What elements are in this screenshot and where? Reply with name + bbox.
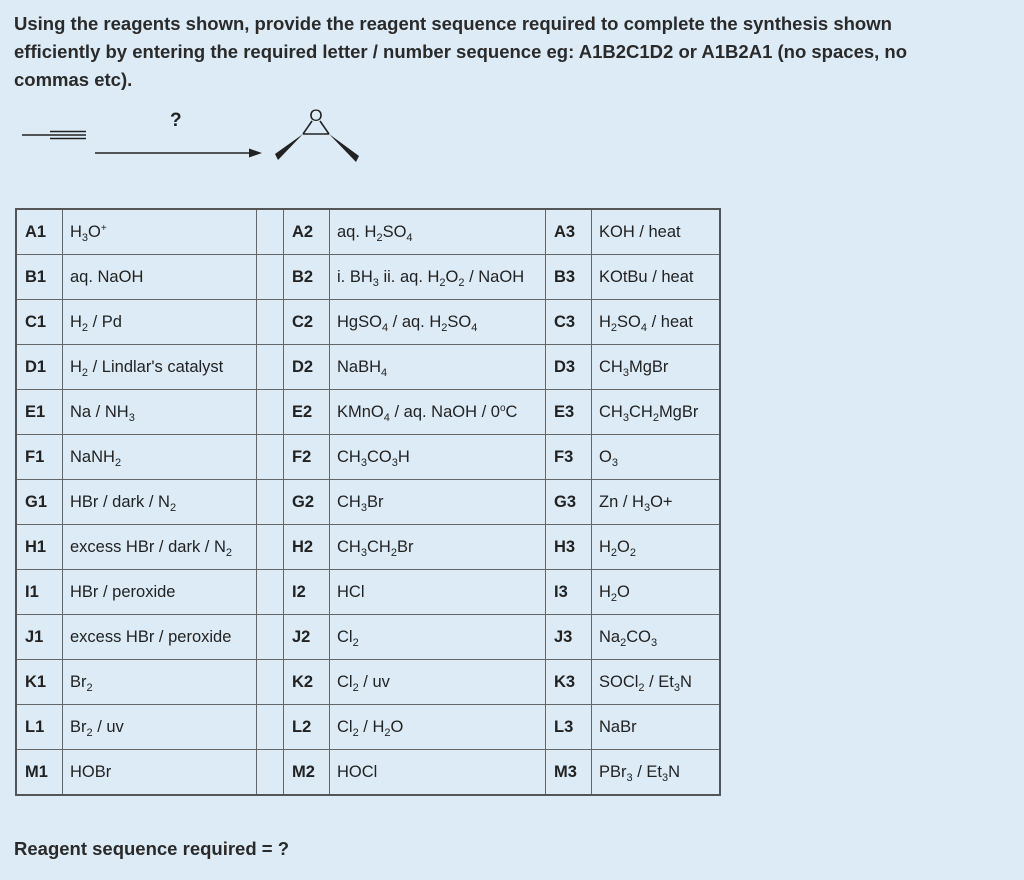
- reagent-code: G1: [16, 480, 63, 525]
- reagent-blank-cell: [257, 255, 284, 300]
- reagent-row: [16, 480, 720, 525]
- reagent-code: J1: [16, 615, 63, 660]
- question-line-2: efficiently by entering the required letter / number sequence eg: A1B2C1D2 or A1B2A1 (no spaces, no: [14, 41, 908, 62]
- reagent-code: I2: [284, 570, 330, 615]
- reagent-code: B2: [284, 255, 330, 300]
- reaction-arrow: [95, 149, 262, 158]
- reagent-code: D3: [546, 345, 592, 390]
- reagent-code: C3: [546, 300, 592, 345]
- reagent-blank-cell: [257, 480, 284, 525]
- reagent-value: $Na_2CO_3$: [592, 615, 721, 660]
- reagent-value: KMnO$_4$ / aq. NaOH / 0$^o$C: [330, 390, 546, 435]
- reagent-value: HgSO$_4$ / aq. $H_2SO_4$: [330, 300, 546, 345]
- reagent-value: $CH_3Br$: [330, 480, 546, 525]
- reagent-value: Na / $NH_3$: [63, 390, 257, 435]
- reagent-row: [16, 209, 720, 255]
- reagent-row: [16, 750, 720, 796]
- reagent-code: A2: [284, 209, 330, 255]
- reagent-code: D2: [284, 345, 330, 390]
- reagent-value: HOBr: [63, 750, 257, 796]
- reagent-code: I3: [546, 570, 592, 615]
- reagent-value: HCl: [330, 570, 546, 615]
- reagent-code: H1: [16, 525, 63, 570]
- reagent-row: [16, 570, 720, 615]
- reagent-value: excess HBr / peroxide: [63, 615, 257, 660]
- reagent-code: F2: [284, 435, 330, 480]
- reagent-value: $Br_2$: [63, 660, 257, 705]
- reagent-value: $Cl_2$ / uv: [330, 660, 546, 705]
- reagent-value: $H_2SO_4$ / heat: [592, 300, 721, 345]
- reagent-code: H2: [284, 525, 330, 570]
- reagent-value: SOCl$_2$ / $Et_3N$: [592, 660, 721, 705]
- reagent-blank-cell: [257, 660, 284, 705]
- reagent-blank-cell: [257, 209, 284, 255]
- reagent-value: $Cl_2$: [330, 615, 546, 660]
- reagent-code: M3: [546, 750, 592, 796]
- reagent-blank-cell: [257, 345, 284, 390]
- reagent-value: $CH_3CO_3H$: [330, 435, 546, 480]
- reagent-code: E1: [16, 390, 63, 435]
- reagent-value: $H_2$ / Lindlar's catalyst: [63, 345, 257, 390]
- question-line-3: commas etc).: [14, 69, 133, 90]
- reagent-value: NaBr: [592, 705, 721, 750]
- reagent-value: NaBH$_4$: [330, 345, 546, 390]
- alkyne-structure: [22, 132, 86, 139]
- reagent-blank-cell: [257, 615, 284, 660]
- epoxide-structure: [275, 106, 359, 162]
- reagent-code: J2: [284, 615, 330, 660]
- reagent-value: $Cl_2 / H_2O$: [330, 705, 546, 750]
- question-text: [14, 10, 1004, 94]
- reagent-code: B3: [546, 255, 592, 300]
- reagent-row: [16, 660, 720, 705]
- reagent-code: E3: [546, 390, 592, 435]
- reagent-code: F1: [16, 435, 63, 480]
- reagent-row: [16, 255, 720, 300]
- reagent-value: i. $BH_3$ ii. aq. $H_2O_2$ / NaOH: [330, 255, 546, 300]
- reagent-code: L3: [546, 705, 592, 750]
- reagent-code: G3: [546, 480, 592, 525]
- reagent-code: E2: [284, 390, 330, 435]
- reagent-code: M2: [284, 750, 330, 796]
- reagent-code: B1: [16, 255, 63, 300]
- reagent-blank-cell: [257, 525, 284, 570]
- reagent-code: K2: [284, 660, 330, 705]
- reagent-row: [16, 345, 720, 390]
- reagent-value: HBr / dark / $N_2$: [63, 480, 257, 525]
- reagent-value: $Zn / H_3O+$: [592, 480, 721, 525]
- reaction-scheme: [0, 100, 400, 210]
- reagent-blank-cell: [257, 705, 284, 750]
- reagent-row: [16, 525, 720, 570]
- reagent-value: $CH_3CH_2MgBr$: [592, 390, 721, 435]
- reagent-code: L2: [284, 705, 330, 750]
- reagent-value: aq. NaOH: [63, 255, 257, 300]
- reagent-code: M1: [16, 750, 63, 796]
- reagent-row: [16, 390, 720, 435]
- reagent-code: H3: [546, 525, 592, 570]
- reagent-code: L1: [16, 705, 63, 750]
- reagent-code: C2: [284, 300, 330, 345]
- reagent-blank-cell: [257, 435, 284, 480]
- reagent-value: $CH_3CH_2Br$: [330, 525, 546, 570]
- reagent-value: NaNH$_2$: [63, 435, 257, 480]
- reagent-blank-cell: [257, 570, 284, 615]
- reagent-code: K1: [16, 660, 63, 705]
- reagent-value: KOtBu / heat: [592, 255, 721, 300]
- reagent-value: $H_2$ / Pd: [63, 300, 257, 345]
- reagent-value: $H_3O^+$: [63, 209, 257, 255]
- reagent-blank-cell: [257, 390, 284, 435]
- reagent-code: G2: [284, 480, 330, 525]
- reagent-code: K3: [546, 660, 592, 705]
- reagent-code: D1: [16, 345, 63, 390]
- reagent-code: F3: [546, 435, 592, 480]
- reagent-blank-cell: [257, 750, 284, 796]
- reagent-row: [16, 435, 720, 480]
- reagent-code: I1: [16, 570, 63, 615]
- reagent-value: $H_2O$: [592, 570, 721, 615]
- epoxide-oxygen-label: O: [309, 106, 323, 125]
- reagent-code: J3: [546, 615, 592, 660]
- reagent-value: excess HBr / dark / $N_2$: [63, 525, 257, 570]
- reagent-row: [16, 300, 720, 345]
- reagent-table: [15, 208, 721, 796]
- reagent-row: [16, 705, 720, 750]
- reagent-value: KOH / heat: [592, 209, 721, 255]
- reagent-value: $CH_3MgBr$: [592, 345, 721, 390]
- reagent-value: aq. $H_2SO_4$: [330, 209, 546, 255]
- reagent-code: C1: [16, 300, 63, 345]
- reagent-blank-cell: [257, 300, 284, 345]
- reagent-value: $H_2O_2$: [592, 525, 721, 570]
- reagent-value: HOCl: [330, 750, 546, 796]
- reagent-unknown-mark: ?: [170, 110, 182, 131]
- reagent-code: A3: [546, 209, 592, 255]
- reagent-code: A1: [16, 209, 63, 255]
- reagent-value: $Br_2$ / uv: [63, 705, 257, 750]
- reagent-value: $PBr_3 / Et_3N$: [592, 750, 721, 796]
- reagent-row: [16, 615, 720, 660]
- reagent-value: HBr / peroxide: [63, 570, 257, 615]
- answer-prompt: Reagent sequence required = ?: [14, 838, 290, 859]
- question-line-1: Using the reagents shown, provide the reagent sequence required to complete the synthesis shown: [14, 13, 892, 34]
- reagent-value: $O_3$: [592, 435, 721, 480]
